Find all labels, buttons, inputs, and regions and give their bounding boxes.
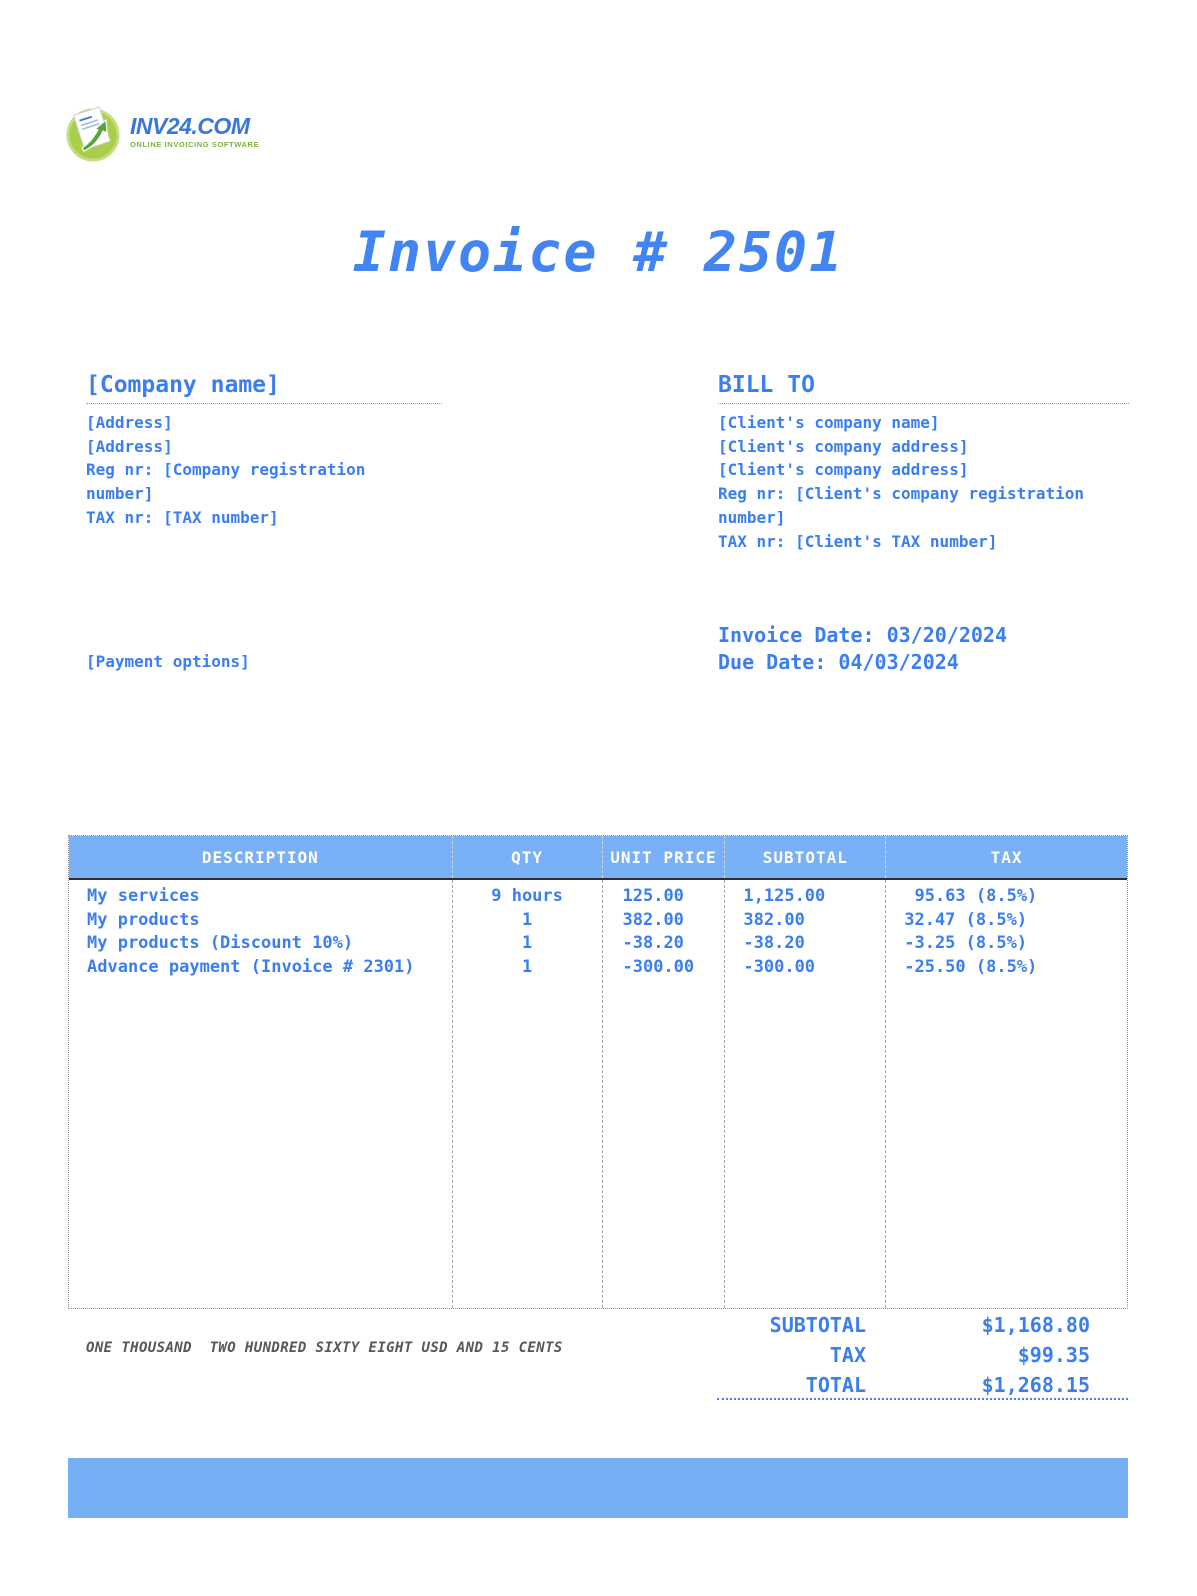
- brand-logo: [66, 102, 259, 162]
- total-underline-rule: [717, 1398, 1128, 1400]
- amount-in-words: ONE THOUSAND TWO HUNDRED SIXTY EIGHT USD AND 15 CENTS: [86, 1340, 563, 1356]
- seller-address-line-1: [Address]: [86, 413, 173, 432]
- row-description: My products: [87, 909, 200, 930]
- header-unit-price: UNIT PRICE: [603, 836, 726, 878]
- row-subtotal: 382.00: [743, 909, 805, 930]
- subtotal-row: [68, 1310, 1128, 1340]
- column-subtotal: [725, 880, 886, 1308]
- column-tax: [886, 880, 1127, 1308]
- seller-company-name: [Company name]: [86, 372, 442, 404]
- row-tax: 32.47 (8.5%): [904, 909, 1028, 930]
- total-label: TOTAL: [805, 1373, 866, 1397]
- row-qty: 1: [521, 956, 533, 977]
- row-unit-price: -300.00: [622, 956, 695, 977]
- bill-to-heading: BILL TO: [718, 372, 1129, 404]
- bill-to-section: [718, 372, 1129, 553]
- dates-section: [718, 622, 1129, 676]
- total-value: $1,268.15: [981, 1373, 1090, 1397]
- due-date: Due Date: 04/03/2024: [718, 650, 959, 674]
- client-tax-number: TAX nr: [Client's TAX number]: [718, 531, 998, 551]
- row-unit-price: 125.00: [622, 886, 684, 906]
- row-description: Advance payment (Invoice # 2301): [87, 956, 415, 977]
- brand-name: INV24.COM: [130, 113, 250, 140]
- column-description: [69, 880, 453, 1308]
- brand-tagline: ONLINE INVOICING SOFTWARE: [130, 140, 260, 150]
- column-unit-price: [603, 880, 726, 1308]
- row-subtotal: -38.20: [743, 933, 805, 954]
- row-qty: 1: [521, 933, 533, 954]
- row-description: My products (Discount 10%): [87, 933, 354, 954]
- tax-value: $99.35: [1017, 1343, 1090, 1367]
- header-subtotal: SUBTOTAL: [725, 836, 886, 878]
- invoice-title: Invoice # 2501: [352, 220, 845, 284]
- tax-label: TAX: [829, 1343, 866, 1367]
- header-description: DESCRIPTION: [69, 836, 453, 878]
- row-unit-price: 382.00: [622, 909, 684, 930]
- line-items-table: [68, 835, 1128, 1309]
- row-subtotal: 1,125.00: [743, 886, 826, 906]
- row-unit-price: -38.20: [622, 933, 684, 954]
- column-qty: [453, 880, 603, 1308]
- table-body: [69, 880, 1127, 1308]
- seller-address-line-2: [Address]: [86, 436, 173, 456]
- client-company-name: [Client's company name]: [718, 413, 940, 432]
- invoicing-logo-icon: [66, 102, 124, 162]
- row-qty: 1: [521, 909, 533, 930]
- subtotal-label: SUBTOTAL: [769, 1313, 866, 1337]
- seller-tax-number: TAX nr: [TAX number]: [86, 507, 279, 527]
- row-tax: -3.25 (8.5%): [904, 933, 1028, 954]
- invoice-date: Invoice Date: 03/20/2024: [718, 623, 1007, 647]
- client-address-line-2: [Client's company address]: [718, 460, 969, 480]
- row-qty: 9 hours: [491, 886, 563, 906]
- row-subtotal: -300.00: [743, 956, 816, 977]
- table-header-row: [69, 836, 1127, 880]
- seller-reg-number: Reg nr: [Company registration number]: [86, 460, 366, 504]
- row-tax: 95.63 (8.5%): [904, 886, 1038, 906]
- client-reg-number: Reg nr: [Client's company registration number]: [718, 484, 1085, 527]
- client-address-line-1: [Client's company address]: [718, 436, 969, 456]
- seller-section: [86, 372, 442, 530]
- total-row: [68, 1370, 1128, 1400]
- row-tax: -25.50 (8.5%): [904, 956, 1038, 977]
- header-qty: QTY: [453, 836, 603, 878]
- row-description: My services: [87, 886, 200, 906]
- footer-accent-bar: [68, 1458, 1128, 1518]
- payment-options: [Payment options]: [86, 652, 250, 671]
- subtotal-value: $1,168.80: [981, 1313, 1090, 1337]
- header-tax: TAX: [990, 847, 1023, 867]
